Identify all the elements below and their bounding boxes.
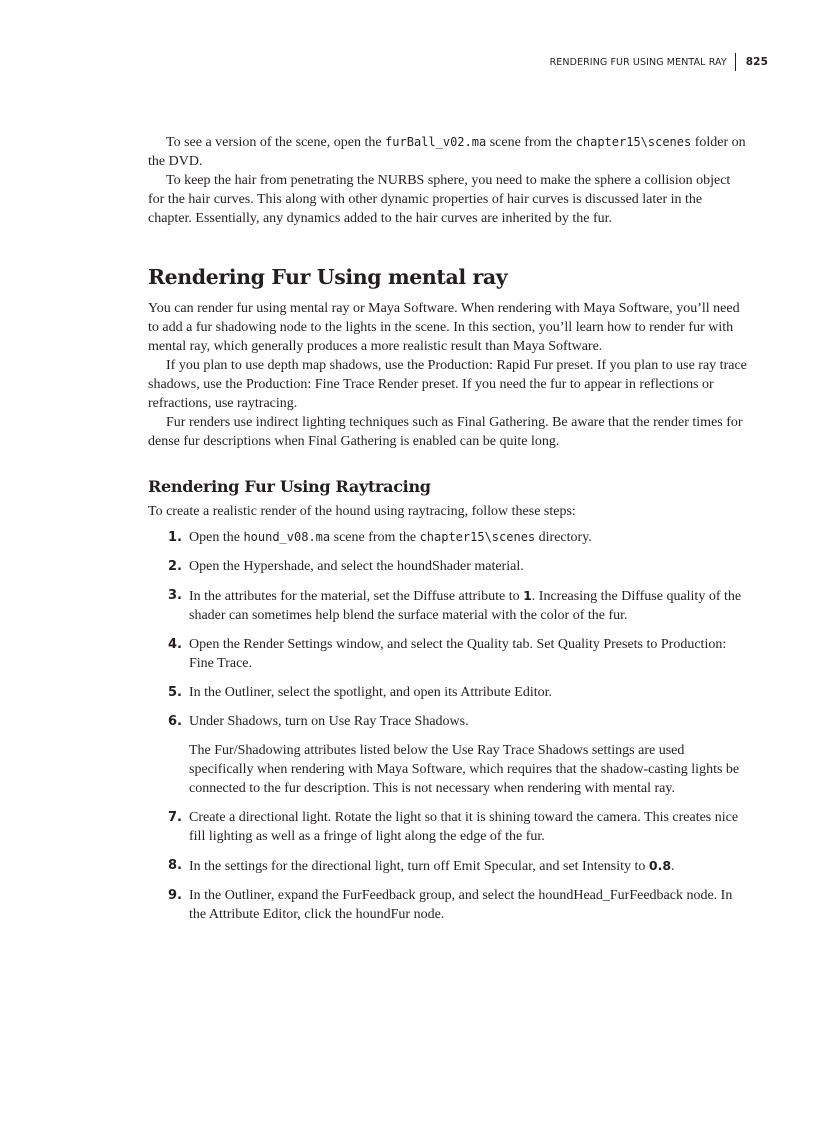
section-paragraph: You can render fur using mental ray or Maya Software. When rendering with Maya Software, you’ll need to add a fur shadowing node to the lights in the scene. In this section, you’ll learn how to render fur with mental ray, which generally produces a more realistic result than Maya Software.	[148, 301, 740, 354]
step-number: 7.	[168, 810, 182, 825]
section-heading: Rendering Fur Using mental ray	[148, 265, 508, 289]
page-number: 825	[745, 56, 768, 68]
section-paragraph: If you plan to use depth map shadows, use the Production: Rapid Fur preset. If you plan to use ray trace shadows, use the Production: Fine Trace Render preset. If you need the fur to appear in reflections or refractions, use raytracing.	[148, 358, 747, 411]
section-paragraph: Fur renders use indirect lighting techniques such as Final Gathering. Be aware that the render times for dense fur descriptions when Final Gathering is enabled can be quite long.	[148, 415, 743, 449]
running-title: RENDERING FUR USING MENTAL RAY	[549, 56, 727, 68]
step-number: 3.	[168, 588, 182, 603]
step-number: 8.	[168, 858, 182, 873]
subsection-heading: Rendering Fur Using Raytracing	[148, 477, 431, 496]
step-item: 1. Open the hound_v08.ma scene from the chapter15\scenes directory.	[168, 530, 592, 545]
step-item: 2. Open the Hypershade, and select the houndShader material.	[168, 559, 524, 574]
step-item: 3. In the attributes for the material, set the Diffuse attribute to 1. Increasing the Diffuse quality of the shader can sometimes help blend the surface material with the color of the fur.	[168, 588, 742, 623]
step-item: 6. Under Shadows, turn on Use Ray Trace Shadows. The Fur/Shadowing attributes listed below the Use Ray Trace Shadows settings are used specifically when rendering with Maya Software, which requires that the shadow-casting lights be connected to the fur description. This is not necessary when rendering with mental ray.	[148, 712, 748, 798]
file-name: hound_v08.ma	[243, 530, 331, 544]
step-number: 6.	[168, 714, 182, 729]
step-item: 9. In the Outliner, expand the FurFeedback group, and select the houndHead_FurFeedback node. In the Attribute Editor, click the houndFur node.	[168, 888, 733, 922]
intro-paragraph-2: To keep the hair from penetrating the NURBS sphere, you need to make the sphere a collision object for the hair curves. This along with other dynamic properties of hair curves is discussed later in the chapter. Essentially, any dynamics added to the hair curves are inherited by the fur.	[148, 173, 731, 226]
attribute-value: 1	[523, 588, 532, 603]
step-number: 2.	[168, 559, 182, 574]
step-item: 7. Create a directional light. Rotate the light so that it is shining toward the camera. This creates nice fill lighting as well as a fringe of light along the edge of the fur.	[168, 810, 739, 844]
directory-name: chapter15\scenes	[575, 135, 692, 149]
file-name: furBall_v02.ma	[385, 135, 487, 149]
step-number: 5.	[168, 685, 182, 700]
intro-paragraph-1: To see a version of the scene, open the furBall_v02.ma scene from the chapter15\scenes folder on the DVD.	[148, 135, 746, 169]
step-item: 5. In the Outliner, select the spotlight, and open its Attribute Editor.	[168, 685, 552, 700]
steps-list	[148, 528, 748, 924]
step-note: The Fur/Shadowing attributes listed below the Use Ray Trace Shadows settings are used specifically when rendering with Maya Software, which requires that the shadow-casting lights be connected to the fur description. This is not necessary when rendering with mental ray.	[189, 743, 740, 796]
step-item: 4. Open the Render Settings window, and select the Quality tab. Set Quality Presets to Production: Fine Trace.	[168, 637, 727, 671]
step-item: 8. In the settings for the directional light, turn off Emit Specular, and set Intensity to 0.8.	[168, 858, 675, 874]
step-number: 4.	[168, 637, 182, 652]
step-number: 1.	[168, 530, 182, 545]
directory-name: chapter15\scenes	[419, 530, 536, 544]
attribute-value: 0.8	[648, 858, 672, 873]
running-head	[550, 53, 768, 71]
page-body	[148, 133, 748, 934]
step-number: 9.	[168, 888, 182, 903]
subsection-intro: To create a realistic render of the hound using raytracing, follow these steps:	[148, 504, 576, 519]
